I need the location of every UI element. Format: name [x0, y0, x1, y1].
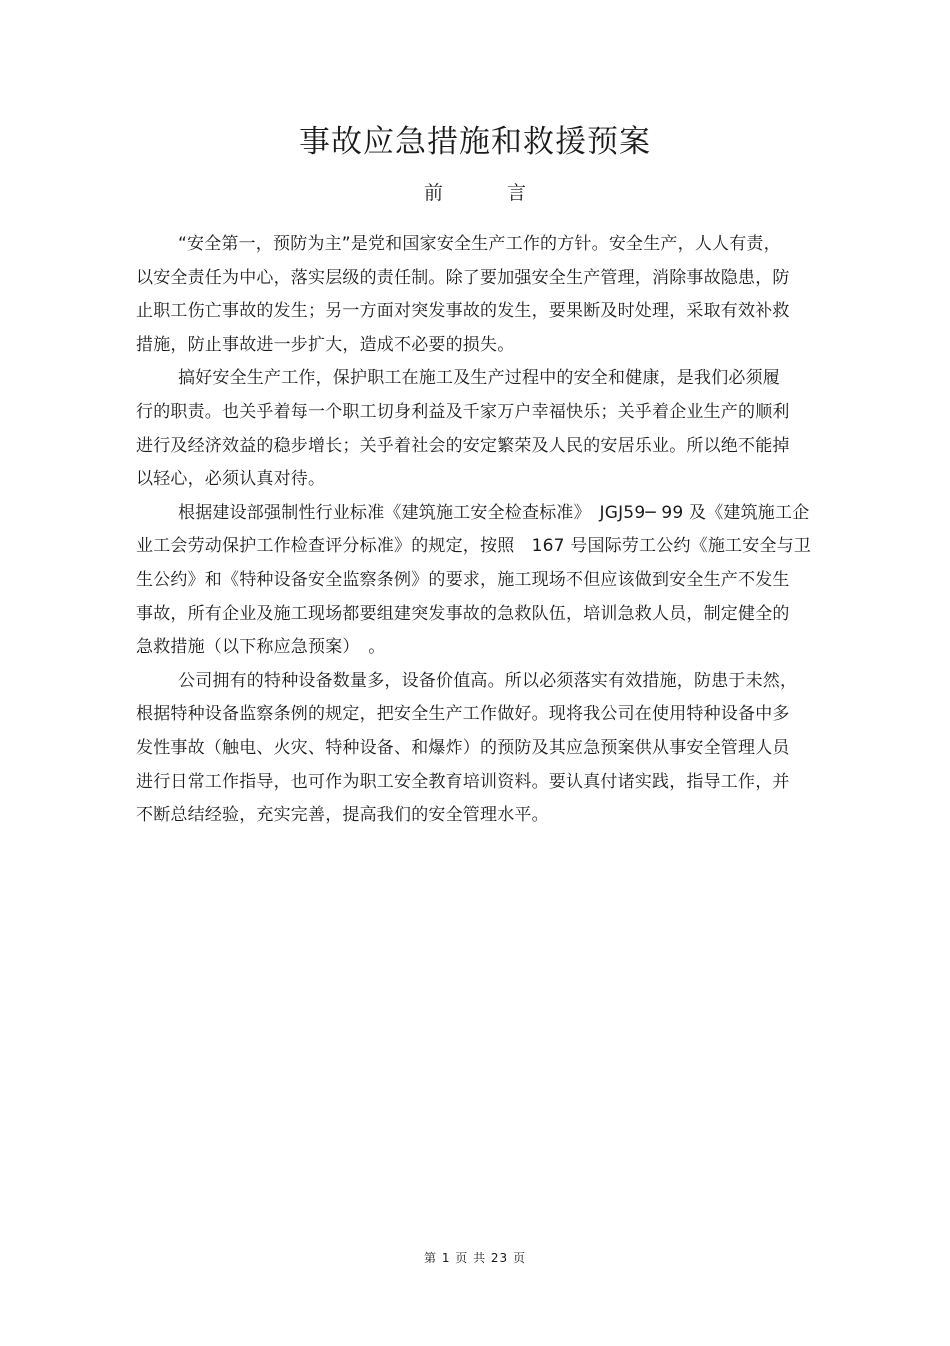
paragraph-line: “安全第一，预防为主”是党和国家安全生产工作的方针。安全生产，人人有责，	[178, 234, 781, 254]
preface-char-2: 言	[507, 182, 527, 204]
paragraph-line: 生公约》和《特种设备安全监察条例》的要求，施工现场不但应该做到安全生产不发生	[136, 569, 790, 590]
paragraph-line: 进行及经济效益的稳步增长；关乎着社会的安定繁荣及人民的安居乐业。所以绝不能掉	[136, 435, 790, 456]
paragraph-line: 发性事故（触电、火灾、特种设备、和爆炸）的预防及其应急预案供从事安全管理人员	[136, 737, 790, 758]
paragraph-line: 搞好安全生产工作，保护职工在施工及生产过程中的安全和健康，是我们必须履	[178, 368, 780, 389]
paragraph-4	[136, 665, 856, 833]
paragraph-line: 以安全责任为中心，落实层级的责任制。除了要加强安全生产管理，消除事故隐患，防	[136, 267, 790, 288]
paragraph-line: 措施，防止事故进一步扩大，造成不必要的损失。	[136, 334, 515, 355]
paragraph-line: 事故，所有企业及施工现场都要组建突发事故的急救队伍，培训急救人员，制定健全的	[136, 603, 790, 624]
paragraph-line: 止职工伤亡事故的发生；另一方面对突发事故的发生，要果断及时处理，采取有效补救	[136, 301, 790, 322]
page-number-footer: 第 1 页 共 23 页	[424, 1251, 526, 1265]
paragraph-line: 根据特种设备监察条例的规定，把安全生产工作做好。现将我公司在使用特种设备中多	[136, 704, 790, 725]
body-text	[136, 228, 856, 833]
document-title: 事故应急措施和救援预案	[299, 124, 651, 160]
paragraph-line: 根据建设部强制性行业标准《建筑施工安全检查标准》 JGJ59─ 99 及《建筑施工企	[178, 502, 810, 523]
paragraph-line: 急救措施（以下称应急预案） 。	[136, 637, 386, 658]
section-heading-preface	[0, 178, 950, 208]
paragraph-line: 公司拥有的特种设备数量多，设备价值高。所以必须落实有效措施，防患于未然，	[178, 670, 798, 691]
paragraph-line: 不断总结经验，充实完善，提高我们的安全管理水平。	[136, 805, 549, 826]
paragraph-line: 行的职责。也关乎着每一个职工切身利益及千家万户幸福快乐；关乎着企业生产的顺利	[136, 401, 790, 422]
paragraph-line: 进行日常工作指导，也可作为职工安全教育培训资料。要认真付诸实践，指导工作，并	[136, 771, 790, 792]
paragraph-1	[136, 228, 856, 362]
preface-char-1: 前	[423, 182, 443, 204]
paragraph-line: 业工会劳动保护工作检查评分标准》的规定，按照 167 号国际劳工公约《施工安全与卫	[136, 536, 812, 557]
paragraph-3	[136, 497, 856, 665]
paragraph-line: 以轻心，必须认真对待。	[136, 469, 326, 490]
paragraph-2	[136, 362, 856, 496]
